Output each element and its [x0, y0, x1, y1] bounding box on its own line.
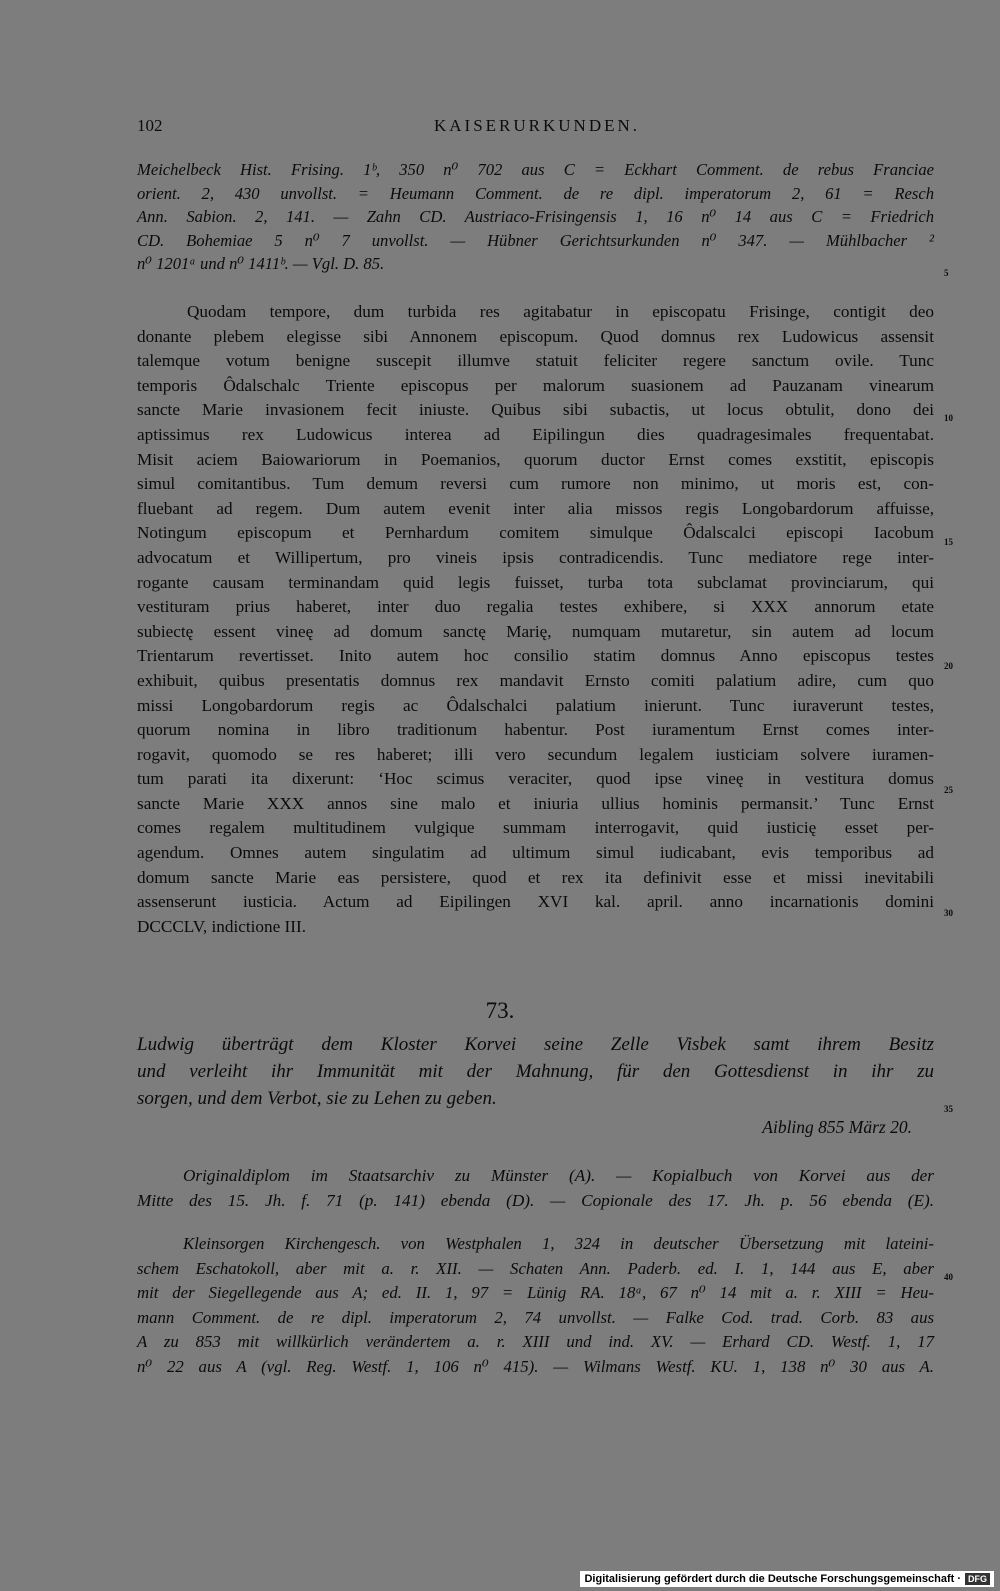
dateline: Aibling 855 März 20.	[762, 1117, 912, 1137]
dfg-logo: DFG	[965, 1573, 990, 1585]
margin-line-number: 5	[944, 268, 949, 278]
charter-text	[137, 300, 934, 939]
edition-line: Kleinsorgen Kirchengesch. von Westphalen 1, 324 in deutscher Übersetzung mit lateini-	[183, 1234, 934, 1253]
text-line: sancte Marie invasionem fecit iniuste. Quibus sibi subactis, ut locus obtulit, dono dei	[137, 400, 934, 420]
reference-line: Meichelbeck Hist. Frising. 1ᵇ, 350 n⁰ 702 aus C = Eckhart Comment. de rebus Franciae	[137, 160, 934, 179]
source-line: Mitte des 15. Jh. f. 71 (p. 141) ebenda (D). — Copionale des 17. Jh. p. 56 ebenda (E).	[137, 1191, 934, 1210]
text-line: DCCCLV, indictione III.	[137, 916, 307, 936]
edition-line: mann Comment. de re dipl. imperatorum 2, 74 unvollst. — Falke Cod. trad. Corb. 83 aus	[137, 1307, 934, 1327]
text-line: assenserunt iusticia. Actum ad Eipilingen XVI kal. april. anno incarnationis domini	[137, 892, 934, 912]
edition-line: schem Eschatokoll, aber mit a. r. XII. — Schaten Ann. Paderb. ed. I. 1, 144 aus E, aber	[137, 1258, 934, 1278]
text-line: missi Longobardorum regis ac Ôdalschalci palatium inierunt. Tunc iuraverunt testes,	[137, 695, 934, 715]
footer-credit	[580, 1571, 994, 1587]
margin-line-number: 35	[944, 1104, 953, 1114]
source-line: Originaldiplom im Staatsarchiv zu Münster (A). — Kopialbuch von Korvei aus der	[183, 1166, 934, 1185]
page-number: 102	[137, 116, 163, 135]
edition-line: n⁰ 22 aus A (vgl. Reg. Westf. 1, 106 n⁰ 415). — Wilmans Westf. KU. 1, 138 n⁰ 30 aus A.	[137, 1356, 934, 1376]
reference-line: CD. Bohemiae 5 n⁰ 7 unvollst. — Hübner Gerichtsurkunden n⁰ 347. — Mühlbacher ²	[137, 230, 934, 250]
text-line: comes regalem multitudinem vulgique summam interrogavit, quid iusticię esset per-	[137, 818, 934, 838]
text-line: advocatum et Willipertum, pro vineis ipsis contradicendis. Tunc mediatore rege inter-	[137, 547, 934, 567]
margin-line-number: 20	[944, 661, 953, 671]
text-line: tum parati ita dixerunt: ‘Hoc scimus veraciter, quod ipse vineę in vestitura domus	[137, 769, 934, 789]
margin-line-number: 30	[944, 908, 953, 918]
text-line: Notingum episcopum et Pernhardum comitem simulque Ôdalscalci episcopi Iacobum	[137, 523, 934, 543]
text-line: sancte Marie XXX annos sine malo et iniuria ullius hominis permansit.’ Tunc Ernst	[137, 793, 934, 813]
summary-line: Ludwig überträgt dem Kloster Korvei seine Zelle Visbek samt ihrem Besitz	[137, 1034, 934, 1055]
text-line: rogante causam terminandam quid legis fuisset, turba tota subclamat provinciarum, qui	[137, 572, 934, 592]
footer-text: Digitalisierung gefördert durch die Deutsche Forschungsgemeinschaft ·	[584, 1573, 961, 1585]
summary-line: und verleiht ihr Immunität mit der Mahnung, für den Gottesdienst in ihr zu	[137, 1061, 934, 1082]
text-line: temporis Ôdalschalc Triente episcopus per malorum suasionem ad Pauzanam vinearum	[137, 375, 934, 395]
references-block	[137, 158, 934, 276]
text-line: subiectę essent vineę ad domum sanctę Marię, numquam mutaretur, sin autem ad locum	[137, 621, 934, 641]
reference-line: Ann. Sabion. 2, 141. — Zahn CD. Austriaco-Frisingensis 1, 16 n⁰ 14 aus C = Friedrich	[137, 207, 934, 227]
running-title: KAISERURKUNDEN.	[433, 116, 641, 135]
editions-block	[137, 1232, 934, 1379]
text-line: talemque votum benigne suscepit illumve statuit feliciter regere sanctum ovile. Tunc	[137, 351, 934, 371]
original-sources	[137, 1163, 934, 1213]
margin-line-number: 25	[944, 785, 953, 795]
text-line: donante plebem elegisse sibi Annonem episcopum. Quod domnus rex Ludowicus assensit	[137, 326, 934, 346]
reference-line: orient. 2, 430 unvollst. = Heumann Comment. de re dipl. imperatorum 2, 61 = Resch	[137, 183, 934, 203]
text-line: quorum nomina in libro traditionum habentur. Post iuramentum Ernst comes inter-	[137, 720, 934, 740]
page-header	[137, 116, 937, 142]
margin-line-number: 15	[944, 537, 953, 547]
edition-line: A zu 853 mit willkürlich verändertem a. r. XIII und ind. XV. — Erhard CD. Westf. 1, 17	[137, 1332, 934, 1351]
text-line: rogavit, quomodo se res haberet; illi vero secundum legalem iusticiam solvere iuramen-	[137, 744, 934, 764]
text-line: simul comitantibus. Tum demum reversi cum rumore non minimo, ut moris est, con-	[137, 474, 934, 494]
text-line: vestituram prius haberet, inter duo regalia testes exhibere, si XXX annorum etate	[137, 597, 934, 617]
document-number: 73.	[485, 998, 515, 1023]
summary-line: sorgen, und dem Verbot, sie zu Lehen zu geben.	[137, 1088, 497, 1109]
text-line: aptissimus rex Ludowicus interea ad Eipilingun dies quadragesimales frequentabat.	[137, 424, 934, 444]
edition-line: mit der Siegellegende aus A; ed. II. 1, 97 = Lünig RA. 18ᵃ, 67 n⁰ 14 mit a. r. XIII = Heu-	[137, 1283, 934, 1302]
text-line: agendum. Omnes autem singulatim ad ultimum simul iudicabant, evis temporibus ad	[137, 843, 934, 863]
text-line: exhibuit, quibus presentatis domnus rex mandavit Ernsto comiti palatium adire, cum quo	[137, 670, 934, 690]
margin-line-number: 40	[944, 1272, 953, 1282]
text-line: domum sancte Marie eas persistere, quod et rex ita definivit esse et missi inevitabili	[137, 867, 934, 887]
text-line: Quodam tempore, dum turbida res agitabatur in episcopatu Frisinge, contigit deo	[187, 302, 934, 321]
text-line: Trientarum revertisset. Inito autem hoc consilio statim domnus Anno episcopus testes	[137, 646, 934, 666]
document-summary	[137, 1031, 934, 1112]
text-line: fluebant ad regem. Dum autem evenit inter alia missos regis Longobardorum affuisse,	[137, 498, 934, 518]
text-line: Misit aciem Baiowariorum in Poemanios, quorum ductor Ernst comes exstitit, episcopis	[137, 449, 934, 469]
margin-line-number: 10	[944, 413, 953, 423]
reference-line: n⁰ 1201ᵃ und n⁰ 1411ᵇ. — Vgl. D. 85.	[137, 254, 385, 274]
